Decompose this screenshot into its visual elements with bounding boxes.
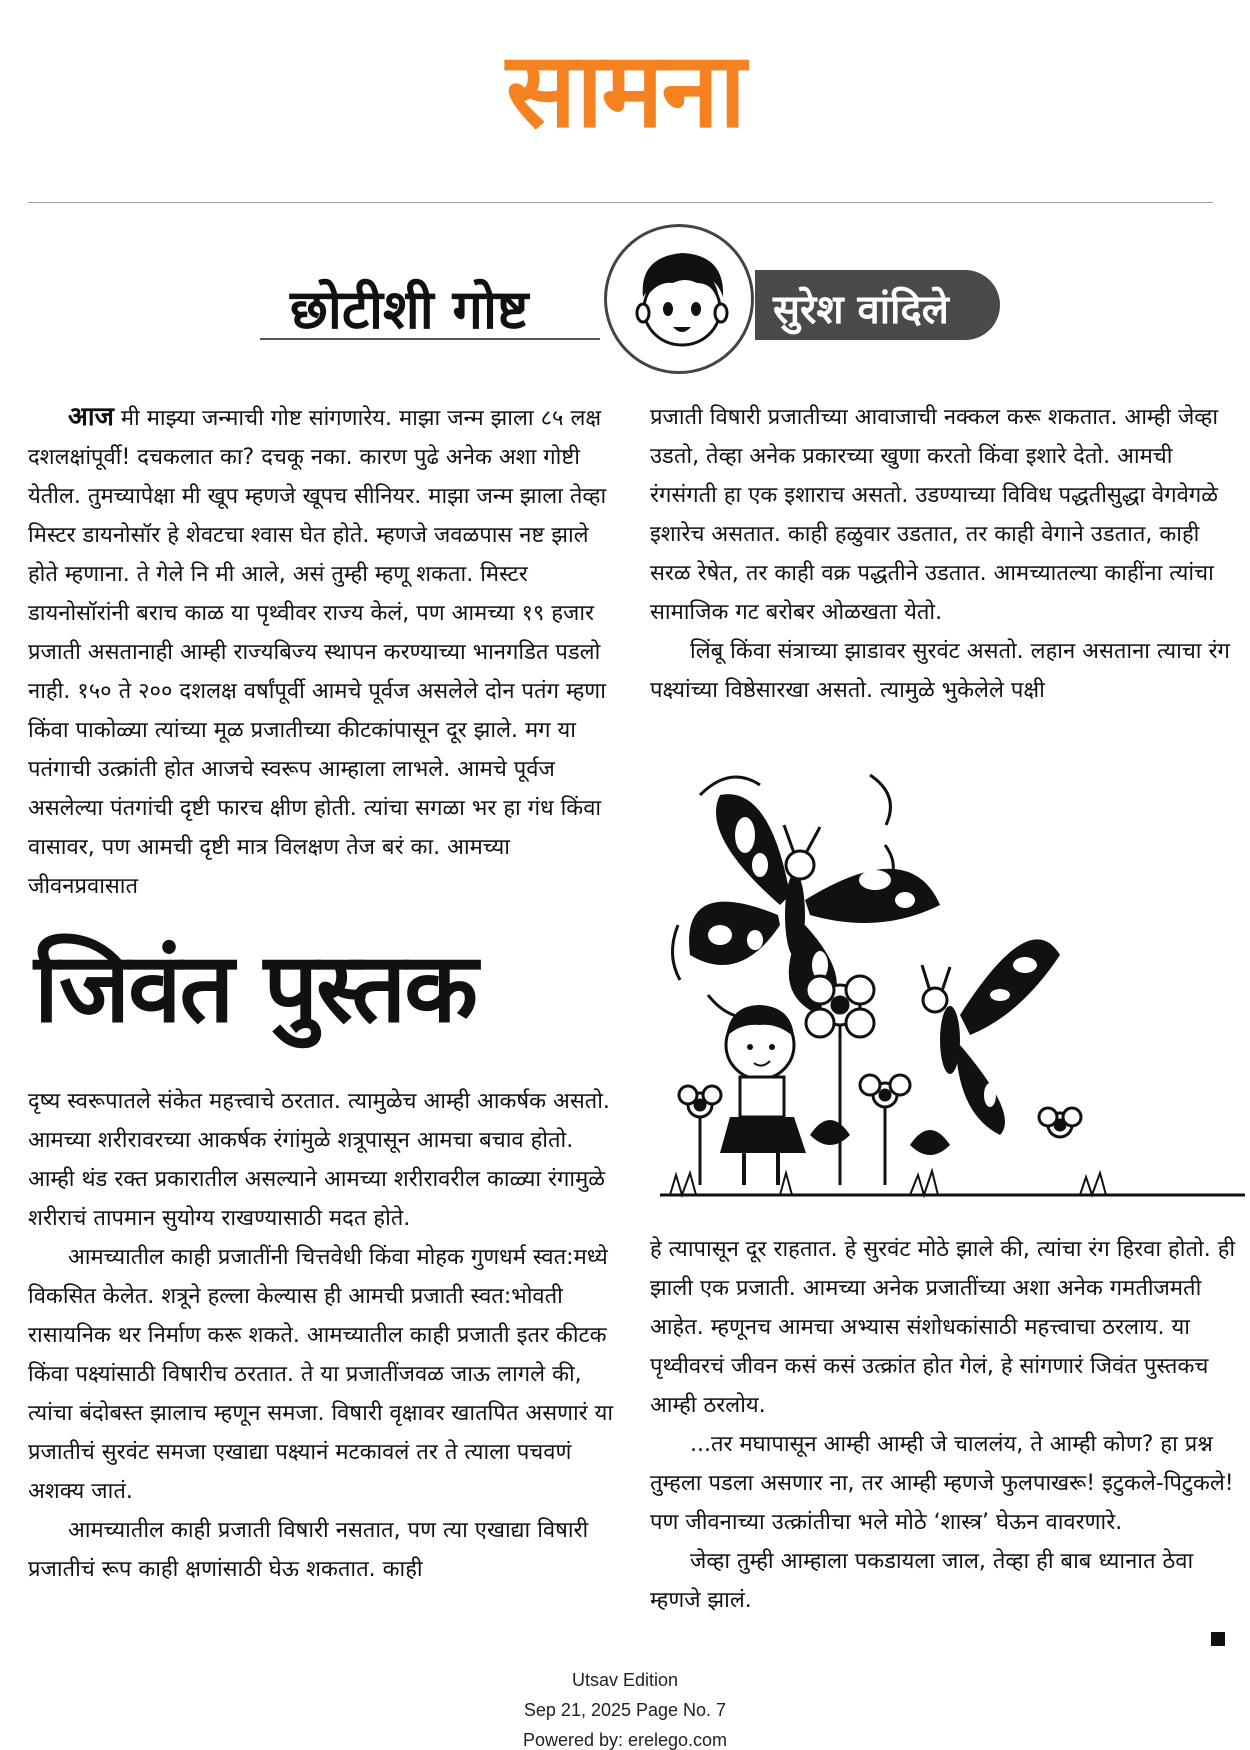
butterflies-girl-flowers-illustration: [660, 755, 1245, 1225]
article-paragraph: दृष्य स्वरूपातले संकेत महत्त्वाचे ठरतात. त्यामुळेच आम्ही आकर्षक असतो. आमच्या शरीरावरच्या आकर्षक रंगांमुळे शत्रूपासून आमचा बचाव होतो. आम्ही थंड रक्त प्रकारातील असल्याने आमच्या शरीरावरील काळ्या रंगामुळे शरीराचं तापमान सुयोग्य राखण्यासाठी मदत होते.: [28, 1089, 610, 1231]
column-title-block: [260, 262, 600, 340]
newspaper-logo: सामना: [505, 29, 745, 151]
author-name: सुरेश वांदिले: [773, 287, 949, 333]
article-column-right-top: [650, 398, 1240, 748]
article-paragraph: ...तर मघापासून आम्ही आम्ही जे चाललंय, ते आम्ही कोण? हा प्रश्न तुम्हला पडला असणार ना, तर आम्ही म्हणजे फुलपाखरू! इटुकले-पिटुकले! पण जीवनाच्या उत्क्रांतीचा भले मोठे ‘शास्त्र’ घेऊन वावरणारे.: [650, 1432, 1234, 1535]
article-column-left-top: [28, 398, 618, 938]
boy-face-icon: [604, 224, 754, 374]
article-paragraph: प्रजाती विषारी प्रजातीच्या आवाजाची नक्कल करू शकतात. आम्ही जेव्हा उडतो, तेव्हा अनेक प्रकारच्या खुणा करतो किंवा इशारे देतो. आमची रंगसंगती हा एक इशाराच असतो. उडण्याच्या विविध पद्धतीसुद्धा वेगवेगळे इशारेच असतात. काही हळुवार उडतात, तर काही वेगाने उडतात, काही सरळ रेषेत, तर काही वक्र पद्धतीने उडतात. आमच्यातल्या काहींना त्यांचा सामाजिक गट बरोबर ओळखता येतो.: [650, 405, 1219, 625]
author-byline: [755, 270, 1000, 340]
column-title: छोटीशी गोष्ट: [290, 278, 529, 341]
masthead: [0, 29, 1250, 151]
article-paragraph: जेव्हा तुम्ही आम्हाला पकडायला जाल, तेव्हा ही बाब ध्यानात ठेवा म्हणजे झालं.: [650, 1549, 1194, 1613]
article-paragraph: [28, 398, 618, 906]
paragraph-text: मी माझ्या जन्माची गोष्ट सांगणारेय. माझा जन्म झाला ८५ लक्ष दशलक्षांपूर्वी! दचकलात का? दचकू नका. कारण पुढे अनेक अशा गोष्टी येतील. तुमच्यापेक्षा मी खूप म्हणजे खूपच सीनियर. माझा जन्म झाला तेव्हा मिस्टर डायनोसॉर हे शेवटचा श्वास घेत होते. म्हणजे जवळपास नष्ट झाले होते म्हणाना. ते गेले नि मी आले, असं तुम्ही म्हणू शकता. मिस्टर डायनोसॉरांनी बराच काळ या पृथ्वीवर राज्य केलं, पण आमच्या १९ हजार प्रजाती असतानाही आम्ही राज्यबिज्य स्थापन करण्याच्या भानगडित पडलो नाही. १५० ते २०० दशलक्ष वर्षांपूर्वी आमचे पूर्वज असलेले दोन पतंग म्हणा किंवा पाकोळ्या त्यांच्या मूळ प्रजातीच्या कीटकांपासून दूर झाले. मग या पतंगाची उत्क्रांती होत आजचे स्वरूप आम्हाला लाभले. आमचे पूर्वज असलेल्या पंतगांची दृष्टी फारच क्षीण होती. त्यांचा सगळा भर हा गंध किंवा वासावर, पण आमची दृष्टी मात्र विलक्षण तेज बरं का. आमच्या जीवनप्रवासात: [28, 406, 607, 899]
article-paragraph: आमच्यातील काही प्रजाती विषारी नसतात, पण त्या एखाद्या विषारी प्रजातीचं रूप काही क्षणांसाठी घेऊ शकतात. काही: [28, 1518, 589, 1582]
date-page-label: Sep 21, 2025 Page No. 7: [523, 1700, 727, 1720]
page-footer: [0, 1665, 1250, 1750]
article-end-mark: [1211, 1632, 1225, 1646]
article-column-right-bottom: [650, 1230, 1240, 1660]
article-paragraph: आमच्यातील काही प्रजातींनी चित्तवेधी किंवा मोहक गुणधर्म स्वत:मध्ये विकसित केलेत. शत्रूने हल्ला केल्यास ही आमची प्रजाती स्वत:भोवती रासायनिक थर निर्माण करू शकते. आमच्यातील काही प्रजाती इतर कीटक किंवा पक्ष्यांसाठी विषारीच ठरतात. ते या प्रजातींजवळ जाऊ लागले की, त्यांचा बंदोबस्त झालाच म्हणून समजा. विषारी वृक्षावर खातपित असणारं या प्रजातीचं सुरवंट समजा एखाद्या पक्ष्यानं मटकावलं तर ते त्याला पचवणं अशक्य जातं.: [28, 1245, 614, 1504]
powered-by-link[interactable]: Powered by: erelego.com: [522, 1730, 728, 1750]
article-column-left-bottom: [28, 1082, 618, 1657]
edition-label: Utsav Edition: [571, 1670, 679, 1690]
masthead-divider: [28, 202, 1213, 203]
article-paragraph: हे त्यापासून दूर राहतात. हे सुरवंट मोठे झाले की, त्यांचा रंग हिरवा होतो. ही झाली एक प्रजाती. आमच्या अनेक प्रजातींच्या अशा अनेक गमतीजमती आहेत. म्हणूनच आमचा अभ्यास संशोधकांसाठी महत्त्वाचा ठरलाय. या पृथ्वीवरचं जीवन कसं कसं उत्क्रांत होत गेलं, हे सांगणारं जिवंत पुस्तकच आम्ही ठरलोय.: [650, 1237, 1236, 1418]
article-headline: जिवंत पुस्तक: [34, 932, 476, 1044]
lead-word: आज: [68, 402, 114, 432]
article-paragraph: लिंबू किंवा संत्राच्या झाडावर सुरवंट असतो. लहान असताना त्याचा रंग पक्ष्यांच्या विष्ठेसारखा असतो. त्यामुळे भुकेलेले पक्षी: [650, 639, 1230, 703]
